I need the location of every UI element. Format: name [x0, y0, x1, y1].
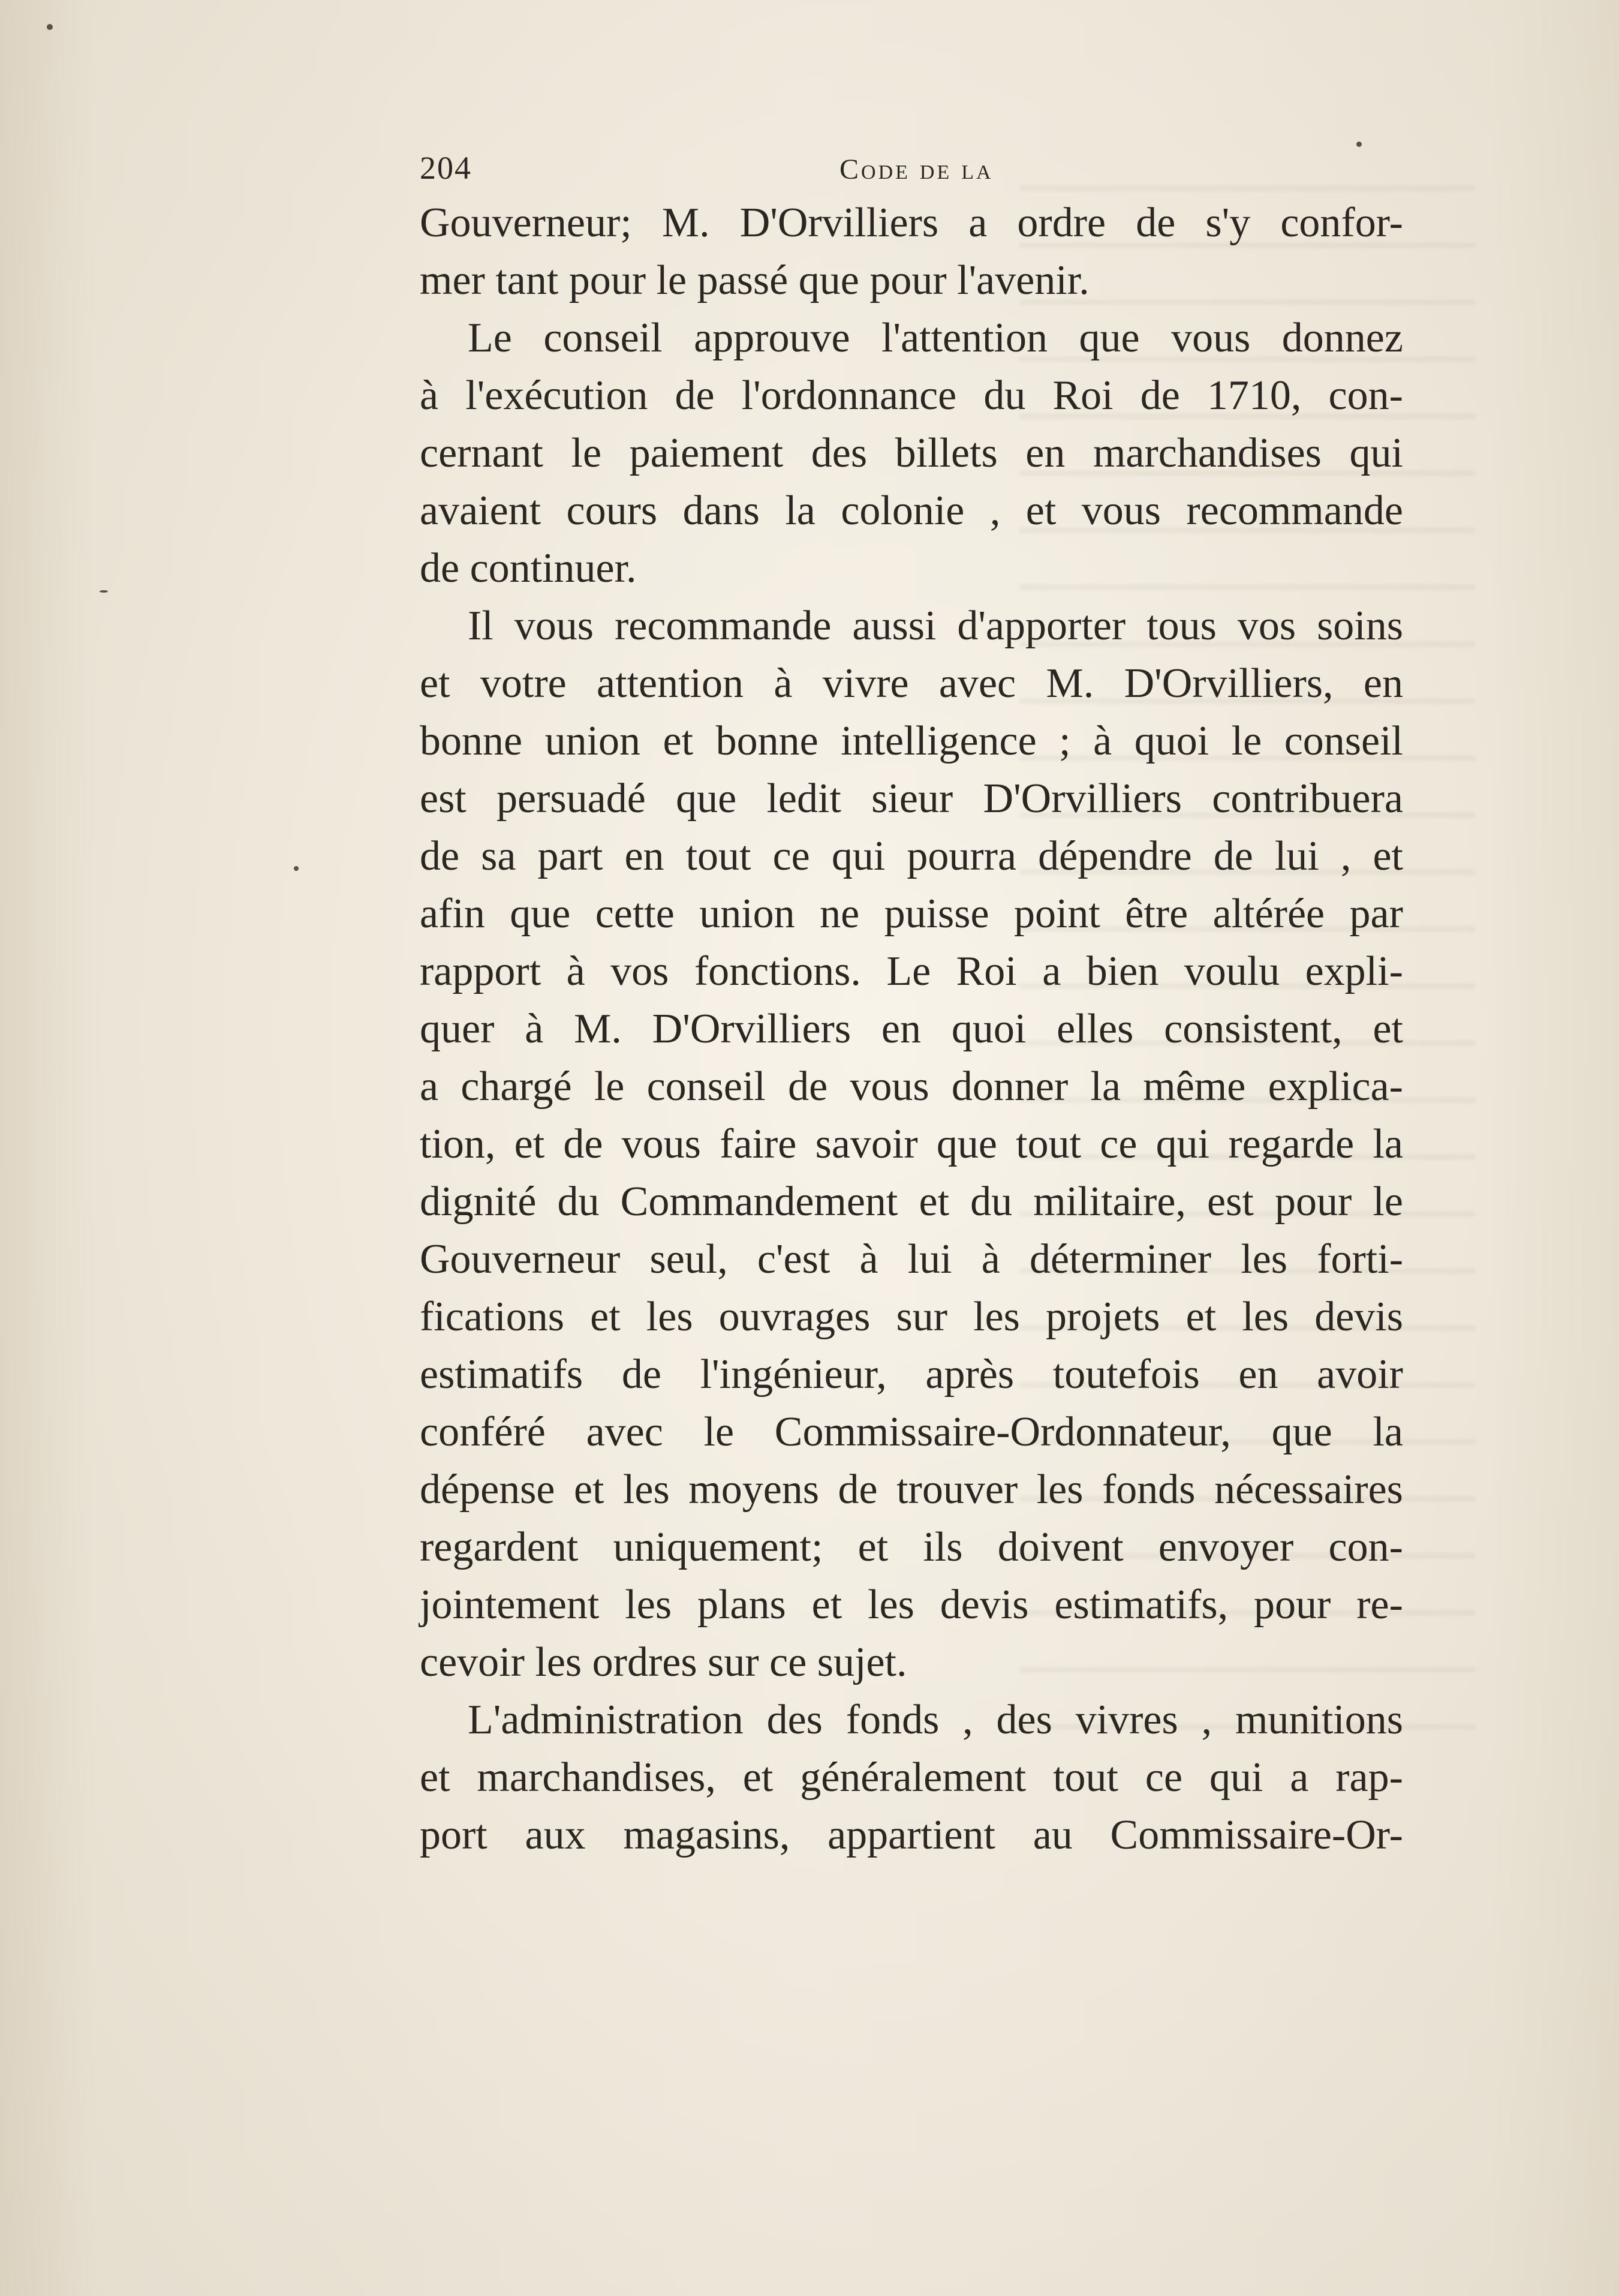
word: pour [1254, 1582, 1331, 1628]
word: union [699, 891, 795, 937]
word: union [544, 718, 641, 764]
word: tion, [420, 1121, 496, 1167]
word: tout [1053, 1754, 1119, 1801]
word: regarde [1228, 1121, 1355, 1167]
paragraph-3 [420, 597, 1403, 1691]
word: de [563, 1121, 603, 1167]
word: le [1231, 718, 1262, 764]
word: aussi [852, 603, 937, 649]
word: fonds [845, 1697, 940, 1743]
word: à [859, 1236, 878, 1282]
word: des [996, 1697, 1052, 1743]
word: lui [907, 1236, 952, 1282]
word: faire [720, 1121, 797, 1167]
word: à [981, 1236, 1000, 1282]
word: l'ingénieur, [700, 1351, 887, 1398]
word: c'est [757, 1236, 830, 1282]
text-line [420, 1231, 1403, 1288]
word: con- [1328, 1524, 1403, 1570]
word: s'y [1205, 200, 1251, 246]
text-line [420, 1519, 1403, 1576]
text-line [420, 1346, 1403, 1404]
word: bonne [715, 718, 818, 764]
word: à [774, 660, 793, 707]
word: tout [1016, 1121, 1082, 1167]
word: savoir [815, 1121, 918, 1167]
word: et [663, 718, 694, 764]
text-line [420, 1807, 1403, 1864]
word: avoir [1317, 1351, 1403, 1398]
word: D'Orvilliers [983, 776, 1182, 822]
word: L'administration [468, 1697, 744, 1743]
word: con- [1328, 372, 1403, 419]
word: re- [1356, 1582, 1403, 1628]
word: et [420, 1754, 450, 1801]
word: conseil [543, 315, 663, 361]
word: voulu [1184, 948, 1280, 994]
word: expli- [1305, 948, 1403, 994]
word: rapport [420, 948, 541, 994]
word: ordre [1017, 200, 1106, 246]
word: des [811, 430, 868, 476]
word: les [973, 1294, 1020, 1340]
word: qui [1155, 1121, 1210, 1167]
word: Roi [956, 948, 1017, 994]
word: conseil [1284, 718, 1403, 764]
word: ledit [766, 776, 841, 822]
word: contribuera [1212, 776, 1403, 822]
word: dépendre [1038, 833, 1192, 879]
word: être [1125, 891, 1188, 937]
word: ils [923, 1524, 963, 1570]
word: dignité [420, 1179, 537, 1225]
word: sieur [871, 776, 953, 822]
word: tout [685, 833, 751, 879]
word: D'Orvilliers [739, 200, 939, 246]
word: au [1033, 1812, 1073, 1858]
word: Le [468, 315, 512, 361]
word: quoi [951, 1006, 1027, 1052]
word: chargé [461, 1063, 572, 1110]
word: de [1136, 200, 1176, 246]
word: magasins, [623, 1812, 790, 1858]
word: vous [1081, 488, 1161, 534]
word: rap- [1335, 1754, 1403, 1801]
word: en [881, 1006, 921, 1052]
word: ce [1100, 1121, 1137, 1167]
word: a [420, 1063, 439, 1110]
text-line [420, 309, 1403, 367]
word: ce [1145, 1754, 1183, 1801]
word: la [1373, 1121, 1403, 1167]
text-line [420, 1691, 1403, 1749]
word: les [1036, 1466, 1084, 1513]
word: approuve [694, 315, 850, 361]
word: vous [1171, 315, 1251, 361]
word: lui [1274, 833, 1319, 879]
word: regardent [420, 1524, 579, 1570]
word: avec [586, 1409, 663, 1455]
word: et [1185, 1294, 1217, 1340]
word: la [1090, 1063, 1121, 1110]
running-title: Code de la [839, 154, 994, 185]
word: vivres [1075, 1697, 1178, 1743]
text-line [420, 1173, 1403, 1231]
word: intelligence [841, 718, 1037, 764]
word: et [1025, 488, 1057, 534]
word: d'apporter [957, 603, 1126, 649]
word: estimatifs, [1054, 1582, 1229, 1628]
word: devis [940, 1582, 1029, 1628]
word: a [968, 200, 988, 246]
word: avec [938, 660, 1016, 707]
word: Le [886, 948, 931, 994]
paper-speck [100, 590, 108, 593]
word: et [919, 1179, 950, 1225]
word: cernant [420, 430, 543, 476]
word: sur [896, 1294, 948, 1340]
word: qui [1209, 1754, 1263, 1801]
word: ouvrages [718, 1294, 871, 1340]
word: de [420, 833, 460, 879]
word: cours [566, 488, 658, 534]
word: conféré [420, 1409, 546, 1455]
word: quer [420, 1006, 495, 1052]
word: M. [574, 1006, 622, 1052]
text-line [420, 885, 1403, 943]
word: fonds [1102, 1466, 1196, 1513]
word: D'Orvilliers, [1124, 660, 1334, 707]
word: seul, [649, 1236, 728, 1282]
text-line [420, 1288, 1403, 1346]
word: , [1201, 1697, 1212, 1743]
paragraph-4 [420, 1691, 1403, 1864]
word: cette [595, 891, 675, 937]
word: que [1271, 1409, 1332, 1455]
word: de [1213, 833, 1253, 879]
word: l'attention [881, 315, 1048, 361]
word: recommande [614, 603, 832, 649]
word: en [1363, 660, 1403, 707]
word: à [566, 948, 585, 994]
word: marchandises [1093, 430, 1322, 476]
word: soins [1317, 603, 1403, 649]
word: fonctions. [694, 948, 861, 994]
word: de [675, 372, 715, 419]
word: D'Orvilliers [652, 1006, 851, 1052]
word: plans [697, 1582, 786, 1628]
word: vivre [822, 660, 909, 707]
word: militaire, [1033, 1179, 1186, 1225]
word: Gouverneur [420, 1236, 621, 1282]
word: bien [1086, 948, 1159, 994]
word: tous [1146, 603, 1217, 649]
word: que [1079, 315, 1140, 361]
word: est [420, 776, 467, 822]
word: aux [525, 1812, 586, 1858]
word: les [622, 1466, 670, 1513]
text-line [420, 655, 1403, 713]
word: colonie [841, 488, 965, 534]
word: à [1093, 718, 1112, 764]
text-line [420, 1461, 1403, 1519]
word: fications [420, 1294, 565, 1340]
word: l'exécution [465, 372, 648, 419]
word: envoyer [1158, 1524, 1294, 1570]
word: ; [1059, 718, 1071, 764]
word: par [1349, 891, 1403, 937]
word: , [1340, 833, 1352, 879]
word: billets [895, 430, 998, 476]
word: , [989, 488, 1001, 534]
word: les [625, 1582, 672, 1628]
text-line [420, 367, 1403, 425]
word: uniquement; [613, 1524, 823, 1570]
word: moyens [688, 1466, 820, 1513]
word: que [936, 1121, 997, 1167]
paper-speck [294, 866, 299, 871]
word: ne [820, 891, 860, 937]
word: est [1207, 1179, 1254, 1225]
word: forti- [1317, 1236, 1403, 1282]
word: point [1013, 891, 1100, 937]
text-line: mer tant pour le passé que pour l'avenir. [420, 257, 1090, 303]
word: pourra [907, 833, 1017, 879]
word: vous [850, 1063, 929, 1110]
word: du [970, 1179, 1013, 1225]
word: port [420, 1812, 487, 1858]
word: puisse [884, 891, 989, 937]
word: même [1143, 1063, 1246, 1110]
word: que [676, 776, 737, 822]
word: altérée [1212, 891, 1325, 937]
word: qui [831, 833, 886, 879]
word: ce [772, 833, 810, 879]
word: et [1373, 1006, 1403, 1052]
word: du [557, 1179, 600, 1225]
word: nécessaires [1214, 1466, 1403, 1513]
word: la [1373, 1409, 1403, 1455]
word: projets [1046, 1294, 1160, 1340]
word: dans [682, 488, 760, 534]
word: en [624, 833, 664, 879]
word: 1710, [1206, 372, 1302, 419]
word: vous [621, 1121, 701, 1167]
text-line [420, 1749, 1403, 1807]
word: et [514, 1121, 545, 1167]
word: le [571, 430, 602, 476]
word: attention [597, 660, 744, 707]
text-line [420, 482, 1403, 540]
word: pour [1274, 1179, 1352, 1225]
word: les [1241, 1236, 1288, 1282]
text-line: de continuer. [420, 545, 637, 591]
word: confor- [1280, 200, 1403, 246]
text-line [420, 425, 1403, 482]
word: devis [1314, 1294, 1403, 1340]
word: a [1042, 948, 1061, 994]
word: de [838, 1466, 878, 1513]
word: à [525, 1006, 544, 1052]
word: l'ordonnance [741, 372, 957, 419]
word: doivent [997, 1524, 1124, 1570]
word: sa [481, 833, 516, 879]
word: Commissaire-Ordonnateur, [774, 1409, 1231, 1455]
word: quoi [1134, 718, 1209, 764]
word: Il [468, 603, 493, 649]
word: généralement [800, 1754, 1027, 1801]
text-line [420, 1058, 1403, 1116]
word: vous [514, 603, 594, 649]
text-line [420, 1404, 1403, 1461]
text-line [420, 828, 1403, 885]
word: Commandement [620, 1179, 898, 1225]
word: et [420, 660, 450, 707]
word: le [1373, 1179, 1403, 1225]
paper-speck [47, 24, 53, 30]
text-line [420, 770, 1403, 828]
word: qui [1349, 430, 1403, 476]
word: de [1140, 372, 1180, 419]
word: avaient [420, 488, 541, 534]
word: trouver [896, 1466, 1018, 1513]
word: Roi [1052, 372, 1114, 419]
word: jointement [420, 1582, 600, 1628]
word: munitions [1235, 1697, 1403, 1743]
word: vos [610, 948, 669, 994]
paragraph-1 [420, 194, 1403, 309]
word: du [983, 372, 1026, 419]
word: Gouverneur; [420, 200, 632, 246]
word: explica- [1268, 1063, 1403, 1110]
word: , [962, 1697, 973, 1743]
running-head [420, 139, 1403, 197]
text-line [420, 194, 1403, 252]
word: de [788, 1063, 828, 1110]
page-number: 204 [420, 150, 472, 186]
word: marchandises, [477, 1754, 716, 1801]
word: et [742, 1754, 774, 1801]
word: la [785, 488, 815, 534]
word: dépense [420, 1466, 555, 1513]
word: donnez [1281, 315, 1403, 361]
word: les [868, 1582, 914, 1628]
text-line [420, 713, 1403, 770]
word: appartient [827, 1812, 995, 1858]
word: et [857, 1524, 889, 1570]
word: le [594, 1063, 625, 1110]
word: et [1373, 833, 1403, 879]
word: les [1242, 1294, 1289, 1340]
word: M. [1046, 660, 1094, 707]
word: en [1025, 430, 1066, 476]
word: paiement [629, 430, 784, 476]
word: et [573, 1466, 604, 1513]
text-line [420, 943, 1403, 1000]
word: vos [1237, 603, 1296, 649]
word: recommande [1186, 488, 1403, 534]
word: a [1290, 1754, 1309, 1801]
word: le [703, 1409, 735, 1455]
word: conseil [646, 1063, 766, 1110]
word: persuadé [496, 776, 646, 822]
text-line: cevoir les ordres sur ce sujet. [420, 1639, 907, 1685]
word: et [590, 1294, 621, 1340]
word: toutefois [1052, 1351, 1200, 1398]
word: votre [480, 660, 567, 707]
word: des [766, 1697, 823, 1743]
word: Commissaire-Or- [1110, 1812, 1403, 1858]
paragraph-2 [420, 309, 1403, 597]
word: bonne [420, 718, 523, 764]
word: de [621, 1351, 661, 1398]
text-line [420, 597, 1403, 655]
word: consistent, [1164, 1006, 1343, 1052]
word: que [510, 891, 571, 937]
word: M. [661, 200, 710, 246]
word: à [420, 372, 439, 419]
word: donner [951, 1063, 1069, 1110]
text-line [420, 1116, 1403, 1173]
text-line [420, 1576, 1403, 1634]
page-body [420, 139, 1403, 1864]
text-line [420, 1000, 1403, 1058]
word: afin [420, 891, 485, 937]
word: et [811, 1582, 842, 1628]
word: déterminer [1029, 1236, 1212, 1282]
word: en [1238, 1351, 1278, 1398]
word: après [925, 1351, 1015, 1398]
word: part [537, 833, 603, 879]
word: les [646, 1294, 693, 1340]
word: elles [1057, 1006, 1134, 1052]
word: estimatifs [420, 1351, 583, 1398]
